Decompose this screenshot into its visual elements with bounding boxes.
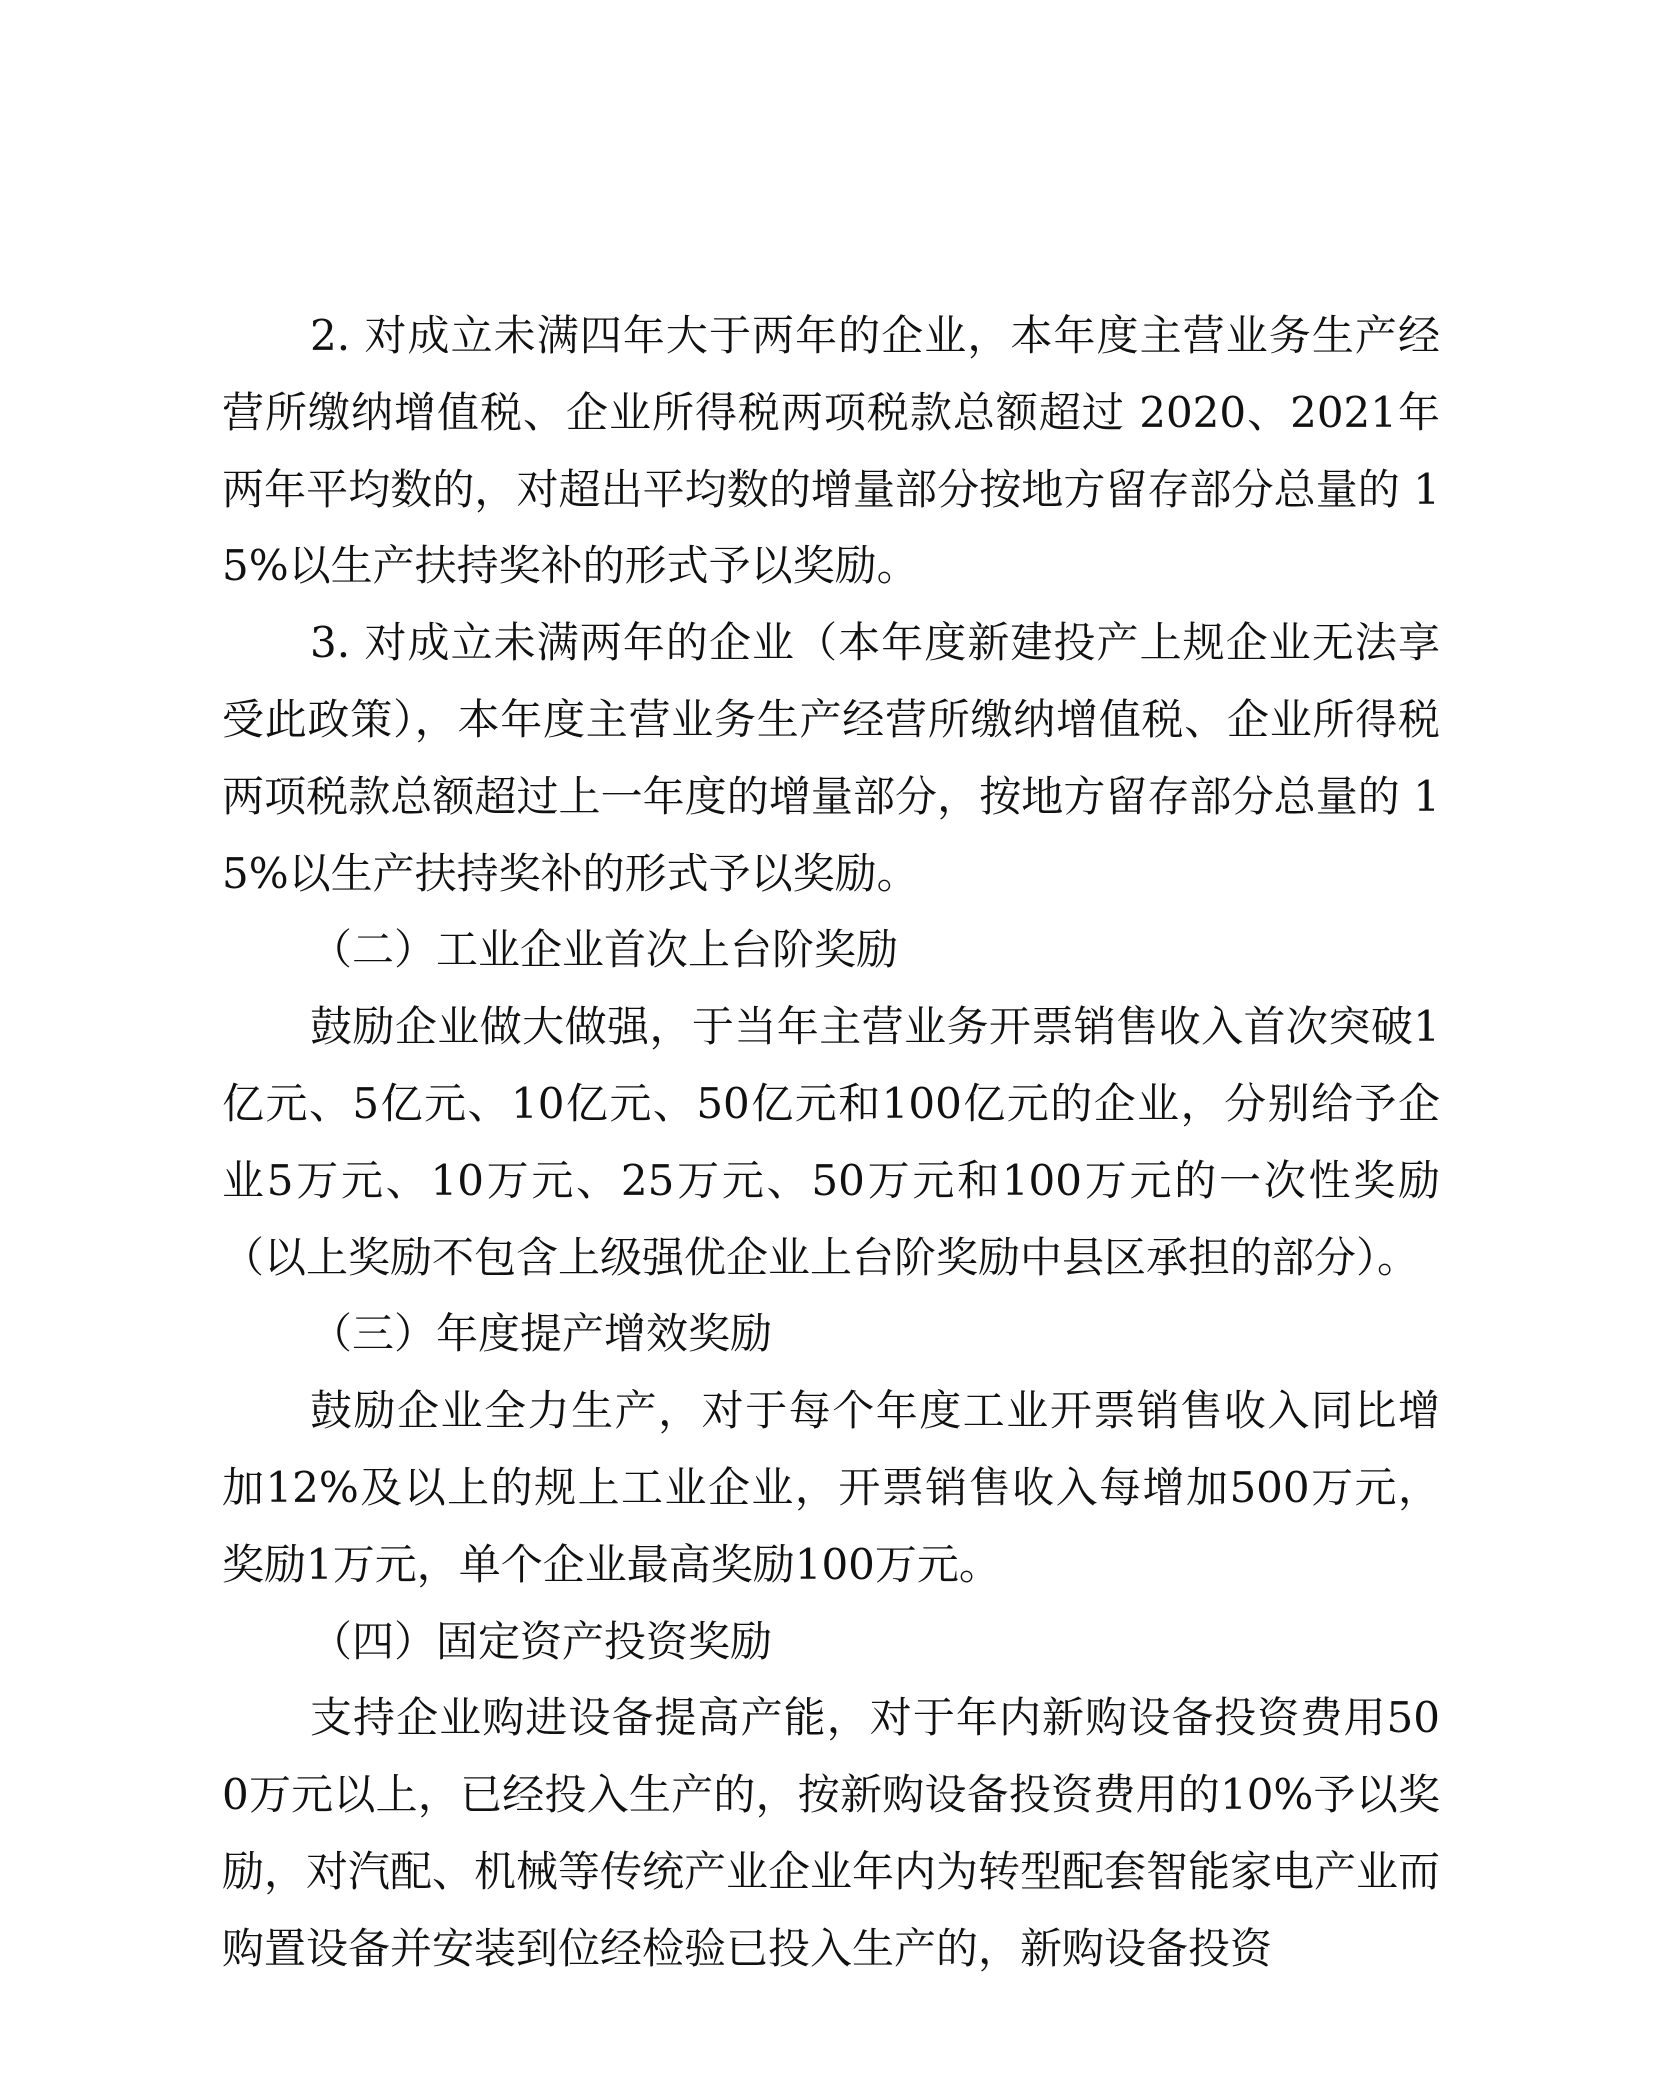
section-heading-3: （三）年度提产增效奖励 <box>310 1309 773 1359</box>
paragraph-fixed-asset-reward: 支持企业购进设备提高产能，对于年内新购设备投资费用500万元以上，已经投入生产的，按新购设备投资费用的10%予以奖励，对汽配、机械等传统产业企业年内为转型配套智能家电产业而购置设备并安装到位经检验已投入生产的，新购设备投资 <box>222 1693 1441 1973</box>
paragraph-item-2: 2. 对成立未满四年大于两年的企业，本年度主营业务生产经营所缴纳增值税、企业所得税两项税款总额超过 2020、2021年两年平均数的，对超出平均数的增量部分按地方留存部分总量的 15%以生产扶持奖补的形式予以奖励。 <box>222 311 1440 591</box>
section-heading-2: （二）工业企业首次上台阶奖励 <box>310 925 899 975</box>
paragraph-first-tier-reward: 鼓励企业做大做强，于当年主营业务开票销售收入首次突破1亿元、5亿元、10亿元、50亿元和100亿元的企业，分别给予企业5万元、10万元、25万元、50万元和100万元的一次性奖励（以上奖励不包含上级强优企业上台阶奖励中县区承担的部分）。 <box>222 1002 1440 1282</box>
section-heading-4: （四）固定资产投资奖励 <box>310 1616 773 1666</box>
paragraph-item-3: 3. 对成立未满两年的企业（本年度新建投产上规企业无法享受此政策），本年度主营业务生产经营所缴纳增值税、企业所得税两项税款总额超过上一年度的增量部分，按地方留存部分总量的 15%以生产扶持奖补的形式予以奖励。 <box>222 618 1440 898</box>
paragraph-annual-efficiency-reward: 鼓励企业全力生产，对于每个年度工业开票销售收入同比增加12%及以上的规上工业企业，开票销售收入每增加500万元，奖励1万元，单个企业最高奖励100万元。 <box>222 1386 1440 1589</box>
document-body <box>222 298 1440 1988</box>
